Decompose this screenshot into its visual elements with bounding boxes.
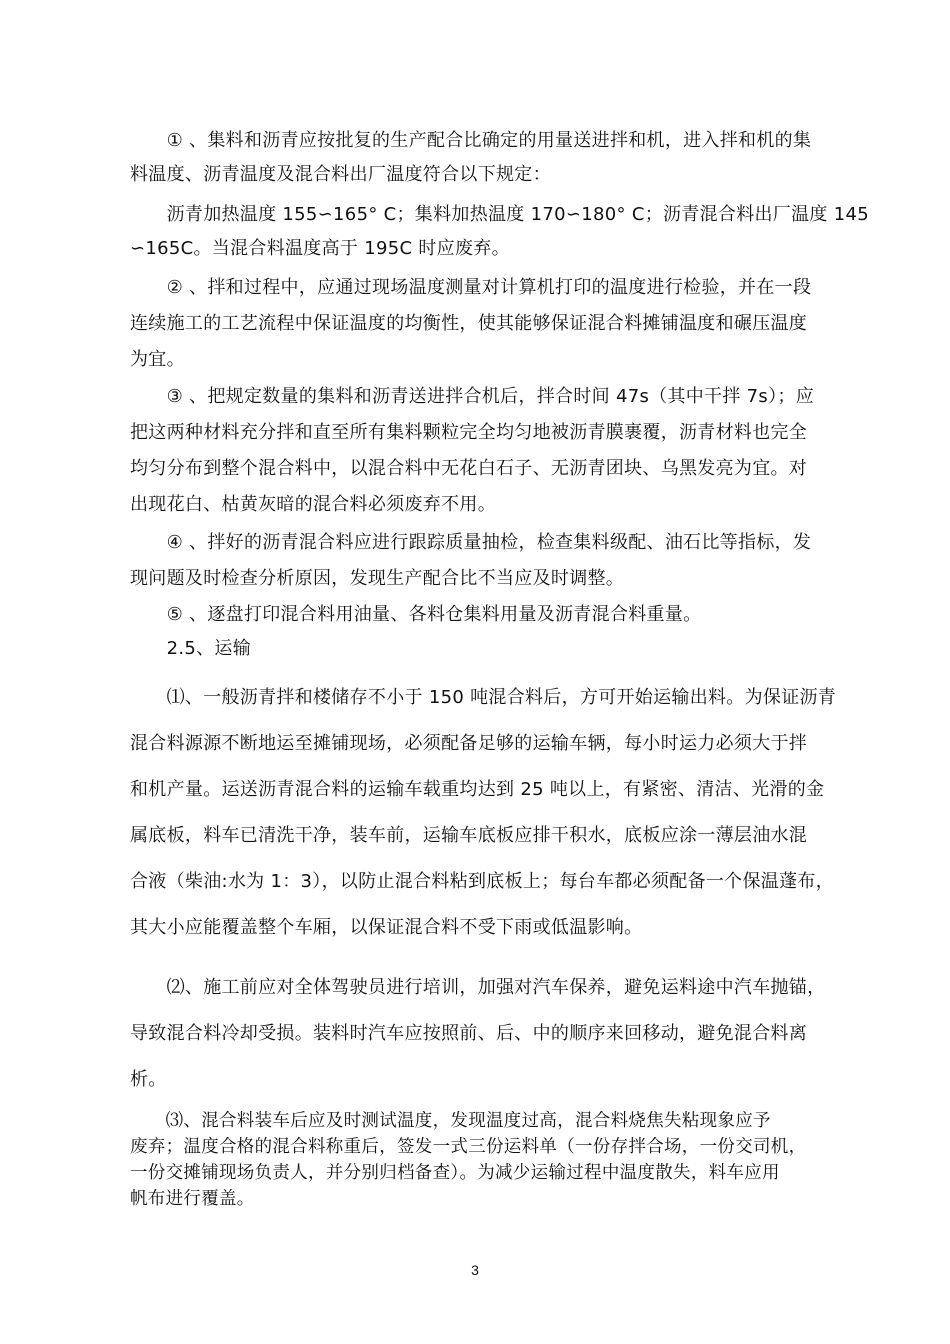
text-line: 导致混合料冷却受损。装料时汽车应按照前、后、中的顺序来回移动，避免混合料离: [130, 1023, 808, 1044]
paragraph-transport-vehicles: [130, 675, 865, 951]
text-line: 为宜。: [130, 349, 185, 370]
text-line: ⑴、一般沥青拌和楼储存不小于 150 吨混合料后，方可开始运输出料。为保证沥青: [130, 687, 837, 708]
text-line: ⑤ 、逐盘打印混合料用油量、各料仓集料用量及沥青混合料重量。: [130, 604, 702, 625]
text-line: 把这两种材料充分拌和直至所有集料颗粒完全均匀地被沥青膜裹覆，沥青材料也完全: [130, 422, 808, 443]
text-line: 其大小应能覆盖整个车厢，以保证混合料不受下雨或低温影响。: [130, 917, 643, 938]
text-line: ⑶、混合料装车后应及时测试温度，发现温度过高，混合料烧焦失粘现象应予: [130, 1111, 771, 1131]
text-line: 均匀分布到整个混合料中，以混合料中无花白石子、无沥青团块、乌黑发亮为宜。对: [130, 458, 808, 479]
text-line: 帆布进行覆盖。: [130, 1189, 255, 1209]
text-line: 连续施工的工艺流程中保证温度的均衡性，使其能够保证混合料摊铺温度和碾压温度: [130, 313, 808, 334]
text-line: 混合料源源不断地运至摊铺现场，必须配备足够的运输车辆，每小时运力必须大于拌: [130, 733, 808, 754]
paragraph-aggregate-asphalt-mixing: [130, 124, 865, 192]
text-line: 属底板，料车已清洗干净，装车前，运输车底板应排干积水，底板应涂一薄层油水混: [130, 825, 808, 846]
text-line: 废弃；温度合格的混合料称重后，签发一式三份运料单（一份存拌合场，一份交司机，: [130, 1137, 807, 1157]
text-line: 合液（柴油:水为 1：3），以防止混合料粘到底板上；每台车都必须配备一个保温蓬布，: [130, 871, 834, 892]
text-line: 出现花白、枯黄灰暗的混合料必须废弃不用。: [130, 494, 496, 515]
page-number: 3: [471, 1262, 479, 1278]
paragraph-batch-printing: [130, 598, 865, 632]
text-line: 析。: [130, 1069, 167, 1090]
text-line: ① 、集料和沥青应按批复的生产配合比确定的用量送进拌和机，进入拌和机的集: [130, 130, 812, 151]
text-line: ④ 、拌好的沥青混合料应进行跟踪质量抽检，检查集料级配、油石比等指标，发: [130, 532, 812, 553]
text-line: ∽165C。当混合料温度高于 195C 时应废弃。: [130, 238, 510, 259]
text-line: 和机产量。运送沥青混合料的运输车载重均达到 25 吨以上，有紧密、清洁、光滑的金: [130, 779, 825, 800]
paragraph-loading-temperature-test: [130, 1108, 865, 1212]
text-line: ⑵、施工前应对全体驾驶员进行培训，加强对汽车保养，避免运料途中汽车抛锚，: [130, 977, 826, 998]
paragraph-heating-temperatures: [130, 198, 869, 266]
text-line: 现问题及时检查分析原因，发现生产配合比不当应及时调整。: [130, 568, 625, 589]
paragraph-mixing-time: [130, 379, 865, 523]
paragraph-driver-training: [130, 965, 865, 1103]
text-line: ③ 、把规定数量的集料和沥青送进拌合机后，拌合时间 47s（其中干拌 7s）；应: [130, 386, 815, 407]
paragraph-temperature-check: [130, 270, 865, 378]
text-line: 一份交摊铺现场负责人，并分别归档备查）。为减少运输过程中温度散失，料车应用: [130, 1163, 780, 1183]
text-line: 料温度、沥青温度及混合料出厂温度符合以下规定：: [130, 164, 551, 185]
section-heading-transport: [130, 632, 865, 666]
text-line: 沥青加热温度 155∽165° C；集料加热温度 170∽180° C；沥青混合料出厂温度 145: [130, 204, 869, 225]
text-line: ② 、拌和过程中，应通过现场温度测量对计算机打印的温度进行检验，并在一段: [130, 277, 812, 298]
text-line: 2.5、运输: [130, 638, 252, 659]
paragraph-quality-sampling: [130, 525, 865, 597]
